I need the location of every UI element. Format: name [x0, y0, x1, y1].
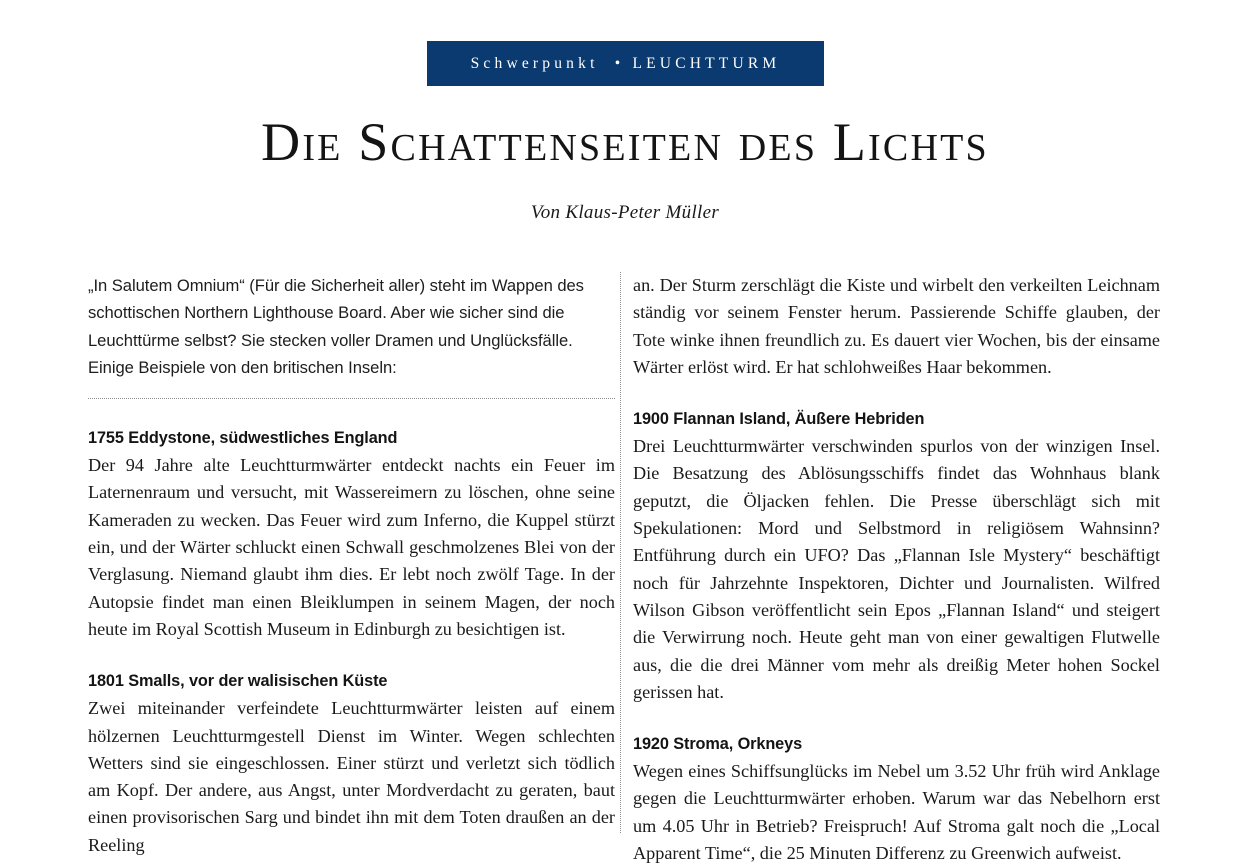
- section-heading: 1920 Stroma, Orkneys: [633, 735, 803, 754]
- article-byline: Von Klaus-Peter Müller: [530, 202, 720, 223]
- left-column: [88, 272, 615, 859]
- kicker-label: [471, 56, 781, 72]
- right-column: [633, 272, 1160, 867]
- continuation-paragraph: an. Der Sturm zerschlägt die Kiste und wirbelt den verkeilten Leichnam ständig vor seinem Fenster herum. Passierende Schiffe glauben, der Tote winke ihnen freundlich zu. Es dauert vier Wochen, bis der einsame Wärter erlöst wird. Er hat schlohweißes Haar bekommen.: [633, 275, 1160, 377]
- section-1920-stroma: [633, 732, 1160, 867]
- article-headline: Die Schattenseiten des Lichts: [261, 112, 989, 172]
- column-divider: [620, 272, 621, 833]
- section-heading: 1801 Smalls, vor der walisischen Küste: [88, 672, 388, 691]
- kicker-bullet-icon: •: [614, 54, 625, 72]
- section-heading: 1755 Eddystone, südwestliches England: [88, 429, 398, 448]
- kicker-light-text: Schwerpunkt: [470, 54, 599, 72]
- kicker-strong-text: LEUCHTTURM: [632, 54, 781, 72]
- section-body: Der 94 Jahre alte Leuchtturmwärter entdeckt nachts ein Feuer im Laternenraum und versucht, mit Wassereimern zu löschen, ohne seine Kameraden zu wecken. Das Feuer wird zum Inferno, die Kuppel stürzt ein, und der Wärter schluckt einen Schwall geschmolzenes Blei von der Verglasung. Niemand glaubt ihm dies. Er lebt noch zwölf Tage. In der Autopsie findet man einen Bleiklumpen in seinem Magen, der noch heute im Royal Scottish Museum in Edinburgh zu besichtigen ist.: [88, 455, 615, 639]
- section-kicker-banner: [427, 41, 824, 86]
- section-heading: 1900 Flannan Island, Äußere Hebriden: [633, 410, 925, 429]
- intro-paragraph: „In Salutem Omnium“ (Für die Sicherheit aller) steht im Wappen des schottischen Northern Lighthouse Board. Aber wie sicher sind die Leuchttürme selbst? Sie stecken voller Dramen und Unglücksfälle. Einige Beispiele von den britischen Inseln:: [88, 276, 584, 377]
- section-1801-smalls: [88, 669, 615, 859]
- section-1755-eddystone: [88, 426, 615, 643]
- section-1900-flannan-island: [633, 407, 1160, 706]
- intro-divider-rule: [88, 398, 615, 399]
- section-body: Wegen eines Schiffsunglücks im Nebel um 3.52 Uhr früh wird Anklage gegen die Leuchtturmwärter erhoben. Warum war das Nebelhorn erst um 4.05 Uhr in Betrieb? Freispruch! Auf Stroma galt noch die „Local Apparent Time“, die 25 Minuten Differenz zu Greenwich aufweist.: [633, 761, 1160, 864]
- section-body: Zwei miteinander verfeindete Leuchtturmwärter leisten auf einem hölzernen Leuchtturmgestell Dienst im Winter. Wegen schlechten Wetters sind sie eingeschlossen. Einer stürzt und verletzt sich tödlich am Kopf. Der andere, aus Angst, unter Mordverdacht zu geraten, baut einen provisorischen Sarg und bindet ihn mit dem Toten draußen an der Reeling: [88, 698, 615, 855]
- kicker-separator: [599, 55, 615, 72]
- section-body: Drei Leuchtturmwärter verschwinden spurlos von der winzigen Insel. Die Besatzung des Ablösungsschiffs findet das Wohnhaus blank geputzt, die Öljacken fehlen. Die Presse überschlägt sich mit Spekulationen: Mord und Selbstmord in religiösem Wahnsinn? Entführung durch ein UFO? Das „Flannan Isle Mystery“ beschäftigt noch für Jahrzehnte Inspektoren, Dichter und Journalisten. Wilfred Wilson Gibson veröffentlicht sein Epos „Flannan Island“ und steigert die Verwirrung noch. Heute geht man von einer gewaltigen Flutwelle aus, die die drei Männer vom mehr als dreißig Meter hohen Sockel gerissen hat.: [633, 436, 1160, 702]
